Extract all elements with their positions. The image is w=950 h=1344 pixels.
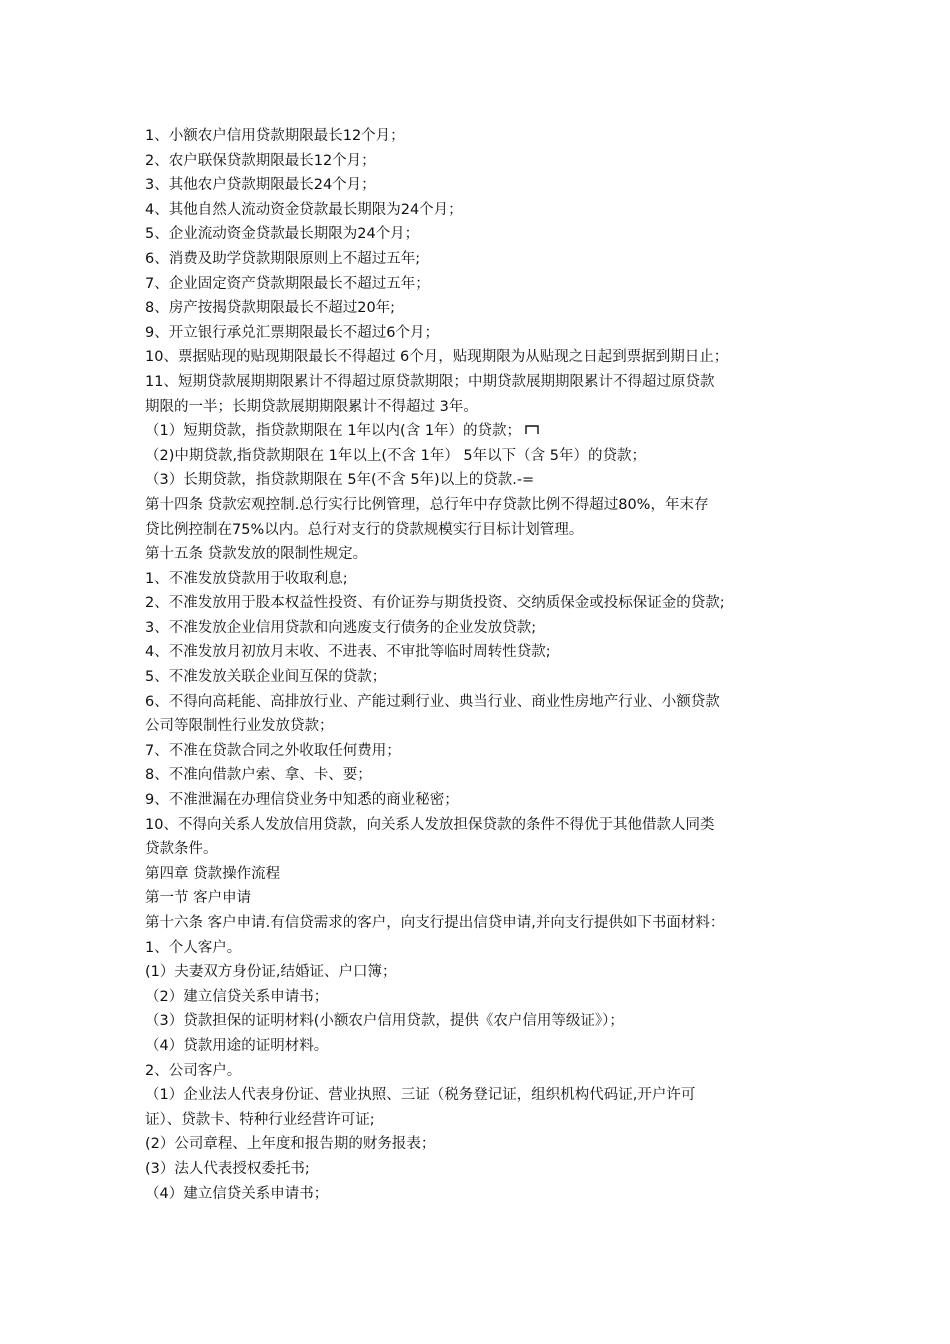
text-line: （3）长期贷款，指贷款期限在 5年(不含 5年)以上的贷款.-= bbox=[145, 472, 535, 489]
text-line: 第十四条 贷款宏观控制.总行实行比例管理，总行年中存贷款比例不得超过80%，年末存 bbox=[145, 496, 709, 513]
text-line bbox=[145, 419, 825, 444]
text-line: 5、不准发放关联企业间互保的贷款； bbox=[145, 669, 387, 686]
section-heading: 第一节 客户申请 bbox=[145, 890, 252, 907]
text-line: 9、开立银行承兑汇票期限最长不超过6个月； bbox=[145, 324, 439, 341]
text-line: 2、公司客户。 bbox=[145, 1062, 242, 1079]
text-line: 公司等限制性行业发放贷款； bbox=[145, 718, 334, 735]
text-line: 8、不准向借款户索、拿、卡、要； bbox=[145, 767, 372, 784]
text-line: 2、不准发放用于股本权益性投资、有价证券与期货投资、交纳质保金或投标保证金的贷款; bbox=[145, 595, 725, 612]
text-line: 1、个人客户。 bbox=[145, 939, 242, 956]
text-line: 5、企业流动资金贷款最长期限为24个月； bbox=[145, 226, 420, 243]
text-line: 第十五条 贷款发放的限制性规定。 bbox=[145, 546, 368, 563]
text-line: 2、农户联保贷款期限最长12个月； bbox=[145, 152, 376, 169]
text-line: 10、不得向关系人发放信用贷款，向关系人发放担保贷款的条件不得优于其他借款人同类 bbox=[145, 816, 715, 833]
text-line: （2)中期贷款,指贷款期限在 1年以上(不含 1年） 5年以下（含 5年）的贷款； bbox=[145, 447, 646, 464]
text-line: （4）建立信贷关系申请书； bbox=[145, 1185, 329, 1202]
text-line: （1）企业法人代表身份证、营业执照、三证（税务登记证，组织机构代码证,开户许可 bbox=[145, 1087, 696, 1104]
text-line: (2）公司章程、上年度和报告期的财务报表； bbox=[145, 1136, 436, 1153]
document-page bbox=[145, 124, 825, 1206]
text-line: 贷款条件。 bbox=[145, 841, 218, 858]
text-line: （4）贷款用途的证明材料。 bbox=[145, 1037, 329, 1054]
text-line: （2）建立信贷关系申请书； bbox=[145, 988, 329, 1005]
text-line: 3、不准发放企业信用贷款和向逃废支行债务的企业发放贷款; bbox=[145, 619, 537, 636]
text-line: 7、不准在贷款合同之外收取任何费用； bbox=[145, 742, 401, 759]
text-line: 证）、贷款卡、特种行业经营许可证; bbox=[145, 1111, 375, 1128]
text-line: 6、不得向高耗能、高排放行业、产能过剩行业、典当行业、商业性房地产行业、小额贷款 bbox=[145, 693, 720, 710]
text-line: 10、票据贴现的贴现期限最长不得超过 6个月，贴现期限为从贴现之日起到票据到期日止； bbox=[145, 349, 729, 366]
text-line: 7、企业固定资产贷款期限最长不超过五年； bbox=[145, 275, 430, 292]
text-line: 4、不准发放月初放月末收、不进表、不审批等临时周转性贷款; bbox=[145, 644, 551, 661]
text-line: 第十六条 客户申请.有信贷需求的客户，向支行提出信贷申请,并向支行提供如下书面材料： bbox=[145, 915, 725, 931]
text-line: 3、其他农户贷款期限最长24个月； bbox=[145, 177, 376, 194]
text-line: 6、消费及助学贷款期限原则上不超过五年; bbox=[145, 250, 421, 267]
text-line: 1、小额农户信用贷款期限最长12个月； bbox=[145, 128, 405, 144]
text-line: （3）贷款担保的证明材料(小额农户信用贷款，提供《农户信用等级证》）； bbox=[145, 1013, 624, 1030]
text-line: 期限的一半；长期贷款展期期限累计不得超过 3年。 bbox=[145, 398, 478, 415]
text-line: 贷比例控制在75%以内。总行对支行的贷款规模实行目标计划管理。 bbox=[145, 521, 584, 538]
text-line: (3）法人代表授权委托书; bbox=[145, 1160, 310, 1177]
text-line: 11、短期贷款展期期限累计不得超过原贷款期限；中期贷款展期期限累计不得超过原贷款 bbox=[145, 373, 715, 390]
text-line: (1）夫妻双方身份证,结婚证、户口簿； bbox=[145, 964, 397, 981]
text-line: 9、不准泄漏在办理信贷业务中知悉的商业秘密； bbox=[145, 792, 459, 809]
bracket-mark-icon bbox=[525, 419, 539, 444]
text-line: 1、不准发放贷款用于收取利息; bbox=[145, 570, 348, 587]
text-line: 8、房产按揭贷款期限最长不超过20年; bbox=[145, 300, 396, 317]
chapter-heading: 第四章 贷款操作流程 bbox=[145, 865, 281, 882]
text-line: 4、其他自然人流动资金贷款最长期限为24个月； bbox=[145, 201, 463, 218]
text-line-content: （1）短期贷款，指贷款期限在 1年以内(含 1年）的贷款； bbox=[145, 423, 522, 440]
